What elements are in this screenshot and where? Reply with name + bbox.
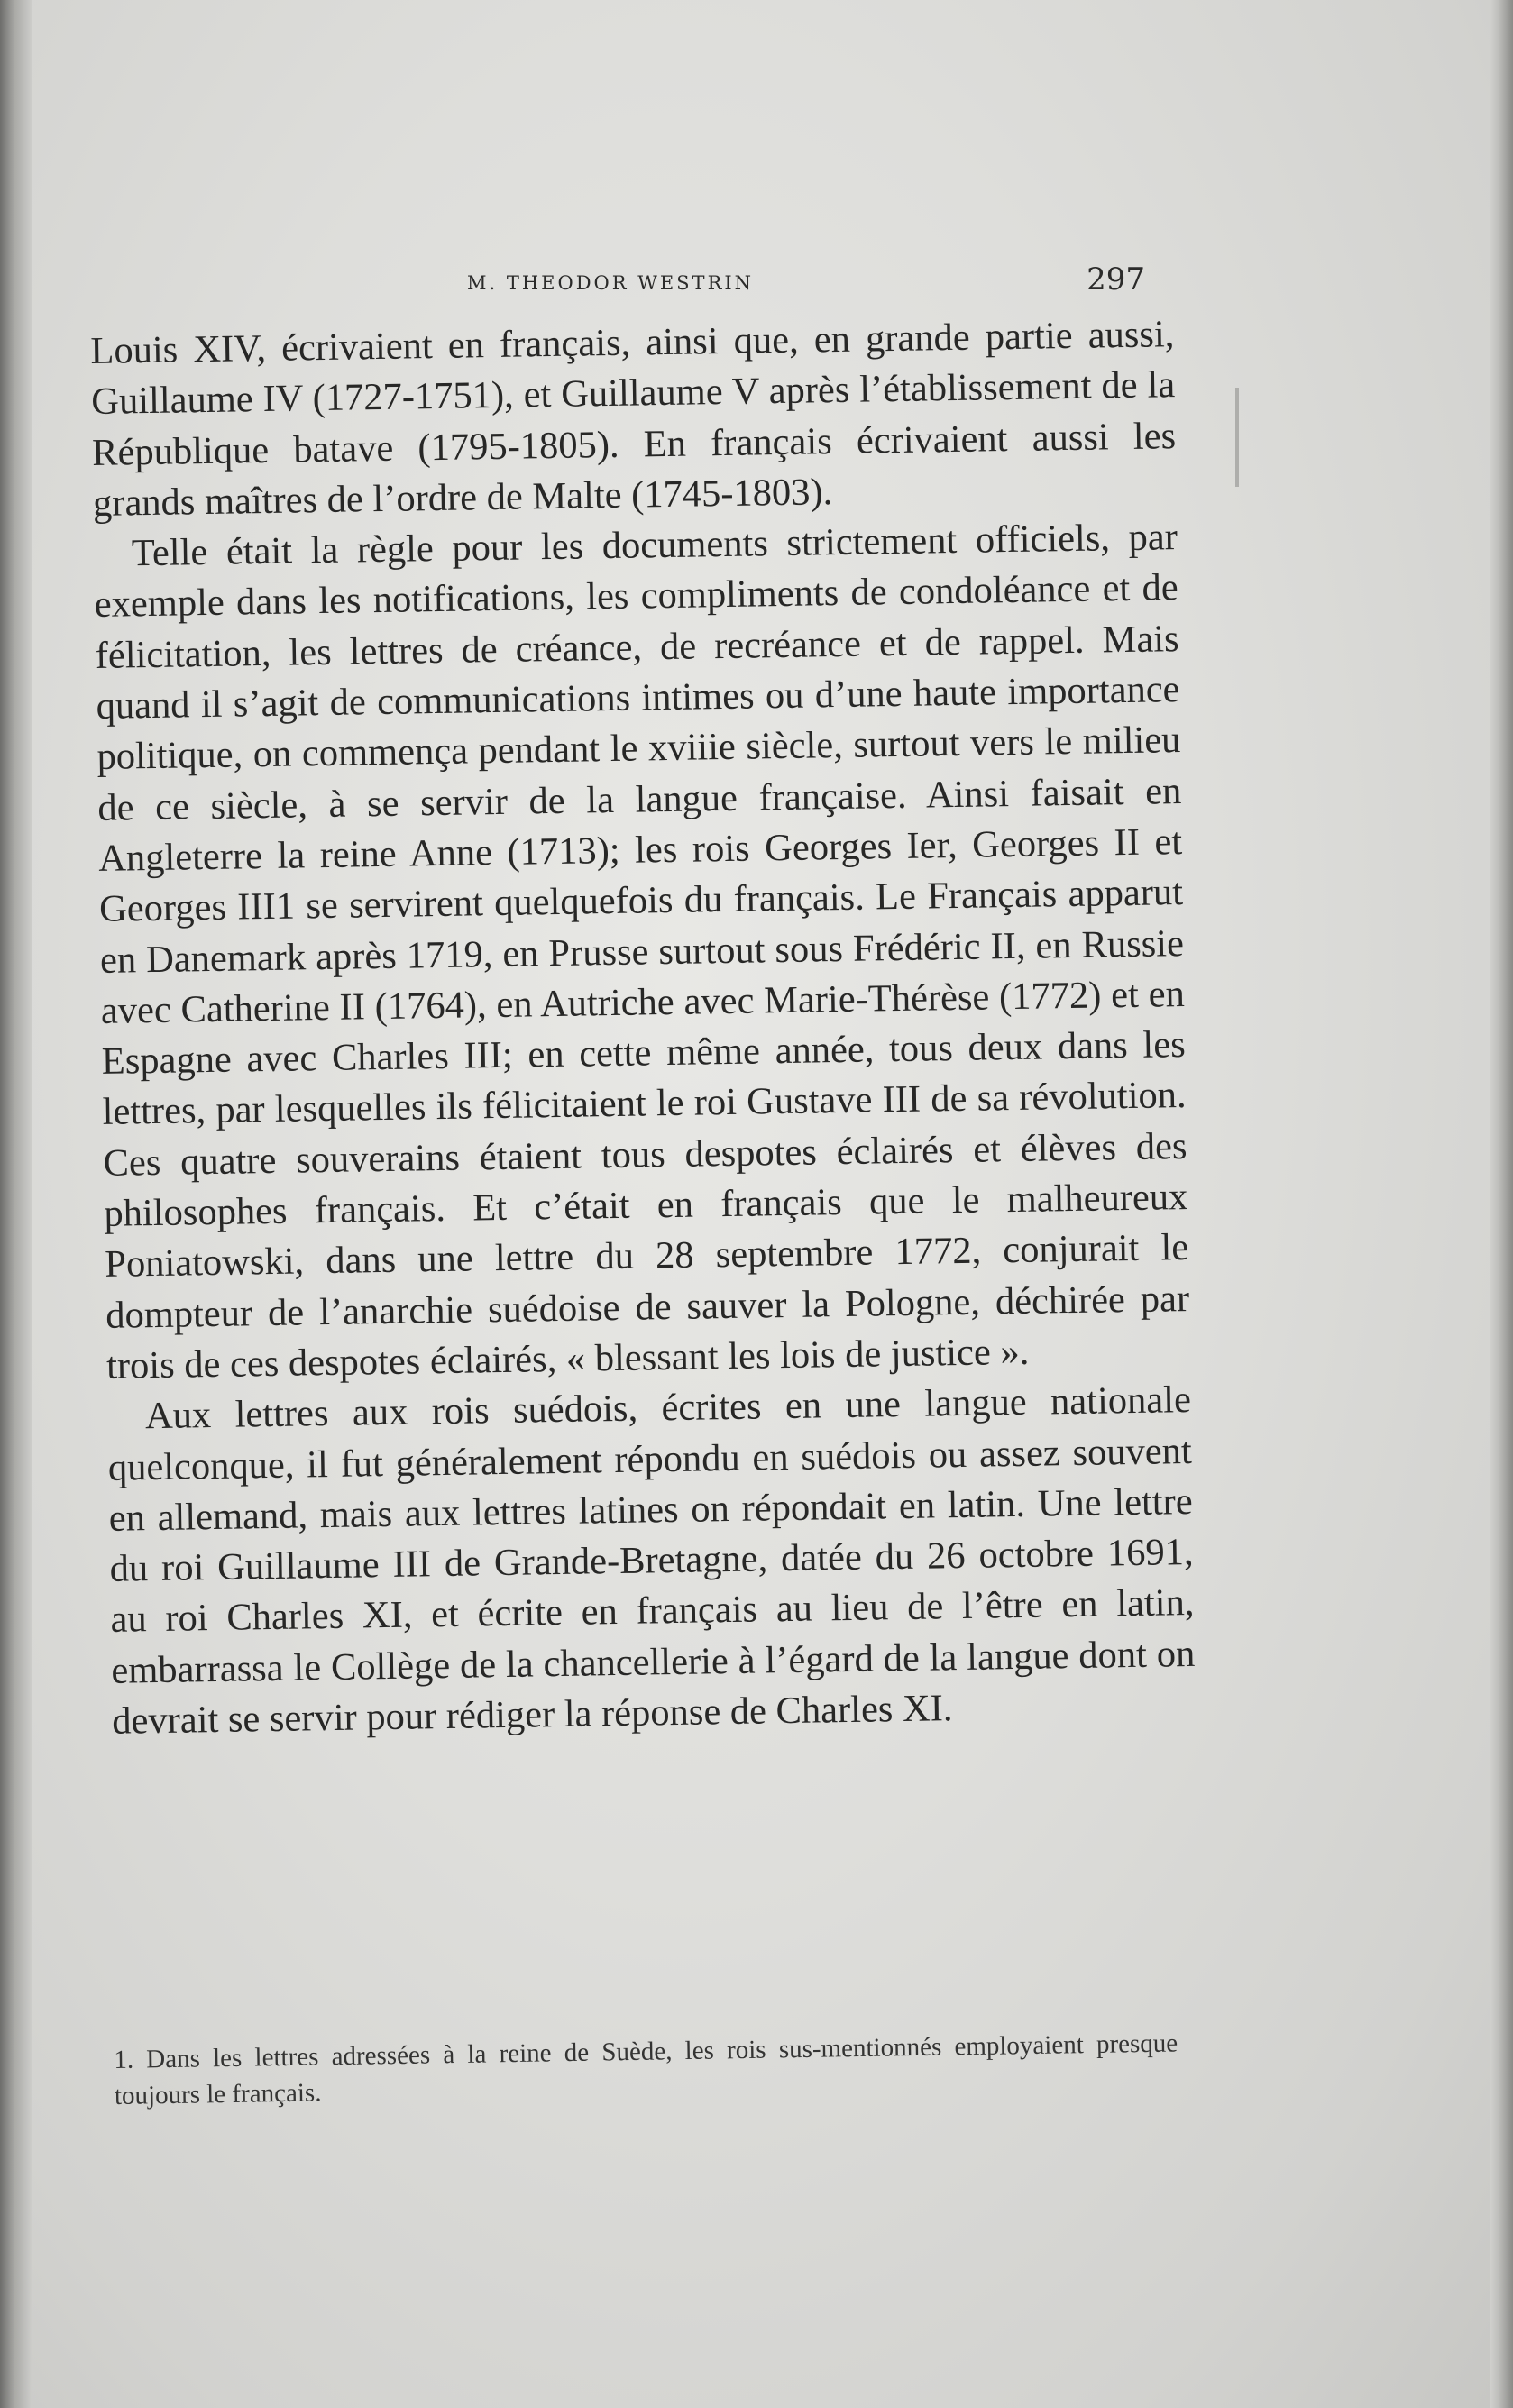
running-header bbox=[90, 261, 1154, 307]
paragraph-replies: Aux lettres aux rois suédois, écrites en une langue nationale quelconque, il fut généralement répondu en suédois ou assez souvent en allemand, mais aux lettres latines on répondait en latin. Une lettre du roi Guillaume III de Grande-Bretagne, datée du 26 octobre 1691, au roi Charles XI, et écrite en français au lieu de l’être en latin, embarrassa le Collège de la chancellerie à l’égard de la langue dont on devrait se servir pour rédiger la réponse de Charles XI. bbox=[107, 1378, 1196, 1743]
binding-shadow-left bbox=[0, 0, 32, 2408]
running-title: M. THEODOR WESTRIN bbox=[467, 272, 755, 294]
page-number: 297 bbox=[1087, 261, 1145, 298]
body-text bbox=[90, 309, 1197, 1747]
bleed-through-mark bbox=[1235, 388, 1239, 487]
page-edge-right bbox=[1490, 0, 1513, 2408]
paragraph-official-documents: Telle était la règle pour les documents strictement officiels, par exemple dans les notifications, les compliments de condoléance et de félicitation, les lettres de créance, de recréance et de rappel. Mais quand il s’agit de communications intimes ou d’une haute importance politique, on commença pendant le xviiie siècle, surtout vers le milieu de ce siècle, à se servir de la langue française. Ainsi faisait en Angleterre la reine Anne (1713); les rois Georges Ier, Georges II et Georges III1 se servirent quelquefois du français. Le Français apparut en Danemark après 1719, en Prusse surtout sous Frédéric II, en Russie avec Catherine II (1764), en Autriche avec Marie-Thérèse (1772) et en Espagne avec Charles III; en cette même année, tous deux dans les lettres, par lesquelles ils félicitaient le roi Gustave III de sa révolution. Ces quatre souverains étaient tous despotes éclairés et élèves des philosophes français. Et c’était en français que le malheureux Poniatowski, dans une lettre du 28 septembre 1772, conjurait le dompteur de l’anarchie suédoise de sauver la Pologne, déchirée par trois de ces despotes éclairés, « blessant les lois de justice ». bbox=[94, 516, 1190, 1387]
footnote: 1. Dans les lettres adressées à la reine de Suède, les rois sus-mentionnés employaient presque toujours le français. bbox=[114, 2028, 1178, 2110]
paragraph-continuation: Louis XIV, écrivaient en français, ainsi que, en grande partie aussi, Guillaume IV (1727-1751), et Guillaume V après l’établissement de la République batave (1795-1805). En français écrivaient aussi les grands maîtres de l’ordre de Malte (1745-1803). bbox=[90, 313, 1177, 525]
